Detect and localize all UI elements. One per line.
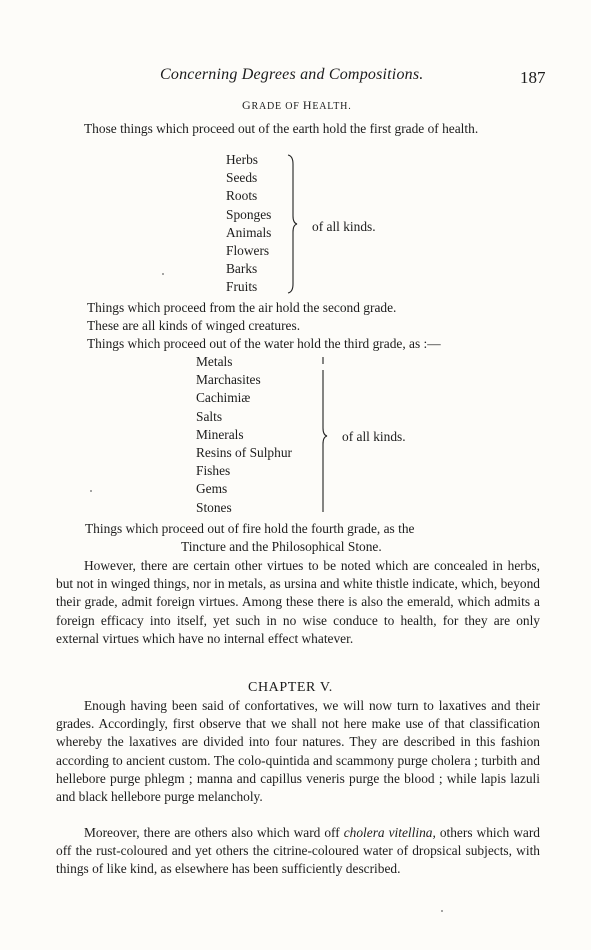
first-grade-item: Fruits <box>226 279 258 295</box>
third-grade-item: Stones <box>196 499 232 515</box>
scan-speck <box>162 273 164 275</box>
third-grade-item: Marchasites <box>196 372 261 388</box>
first-grade-intro: Those things which proceed out of the earth hold the first grade of health. <box>84 121 479 136</box>
second-grade-line-2: These are all kinds of winged creatures. <box>87 318 301 333</box>
virtues-paragraph: However, there are certain other virtues to be noted which are concealed in herbs, but not in winged things, nor in metals, as ursina and white thistle indicate, which, beyond their grade, admit foreign virtues. Among these there is also the emerald, which admits a foreign efficacy into itself, yet such in no wise conduce to health, for they are only external virtues which have no internal effect whatever. <box>56 558 540 646</box>
first-grade-item: Animals <box>226 224 272 240</box>
section-title-small: EALTH. <box>312 101 352 112</box>
third-grade-item: Cachimiæ <box>196 390 251 406</box>
third-grade-item: Gems <box>196 481 228 497</box>
brace-icon <box>284 154 306 294</box>
paragraph-text: Moreover, there are others also which ward off <box>84 825 344 840</box>
section-title-cap: H <box>302 98 313 112</box>
section-title-cap: G <box>242 98 252 112</box>
paragraph-italic-term: cholera vitellina, <box>343 825 436 840</box>
scan-speck <box>90 490 92 492</box>
brace-icon <box>313 356 335 516</box>
first-grade-item: Seeds <box>226 170 258 186</box>
third-grade-item: Minerals <box>196 426 244 442</box>
section-title-small: RADE OF <box>251 101 303 112</box>
third-grade-item: Fishes <box>196 463 231 479</box>
first-grade-item: Flowers <box>226 243 270 259</box>
chapter-paragraph-1: Enough having been said of confortatives, we will now turn to laxatives and their grades. Accordingly, first observe that we shall not here make use of that classification whereby the laxatives are divided into four natures. They are described in this fashion according to ancient custom. The colo-quintida and scammony purge cholera ; turbith and hellebore purge phlegm ; manna and capillus veneris purge the blood ; while lapis lazuli and black hellebore purge melancholy. <box>56 698 540 805</box>
third-grade-item: Metals <box>196 354 233 369</box>
chapter-heading: CHAPTER V. <box>248 680 333 695</box>
chapter-paragraph-2 <box>56 824 540 879</box>
third-grade-item: Salts <box>196 408 223 424</box>
fourth-grade-line-2: Tincture and the Philosophical Stone. <box>181 539 382 554</box>
first-grade-item: Herbs <box>226 152 258 167</box>
first-grade-brace-label: of all kinds. <box>312 219 376 234</box>
second-grade-line-1: Things which proceed from the air hold the second grade. <box>87 300 397 315</box>
third-grade-brace-label: of all kinds. <box>342 429 406 444</box>
scan-speck <box>441 910 443 912</box>
first-grade-item: Barks <box>226 261 258 277</box>
third-grade-intro: Things which proceed out of the water hold the third grade, as :— <box>87 336 441 351</box>
paragraph-text: others which ward off the rust-coloured and yet others the citrine-coloured water of dropsical subjects, with things of like kind, as elsewhere has been sufficiently described. <box>56 825 540 877</box>
third-grade-item: Resins of Sulphur <box>196 445 292 461</box>
first-grade-list <box>226 151 271 297</box>
first-grade-item: Sponges <box>226 206 272 222</box>
page-number: 187 <box>520 68 546 87</box>
first-grade-item: Roots <box>226 188 258 204</box>
fourth-grade-line-1: Things which proceed out of fire hold the fourth grade, as the <box>85 521 415 536</box>
section-title <box>242 98 352 113</box>
third-grade-list <box>196 353 292 517</box>
running-title: Concerning Degrees and Compositions. <box>160 66 424 83</box>
